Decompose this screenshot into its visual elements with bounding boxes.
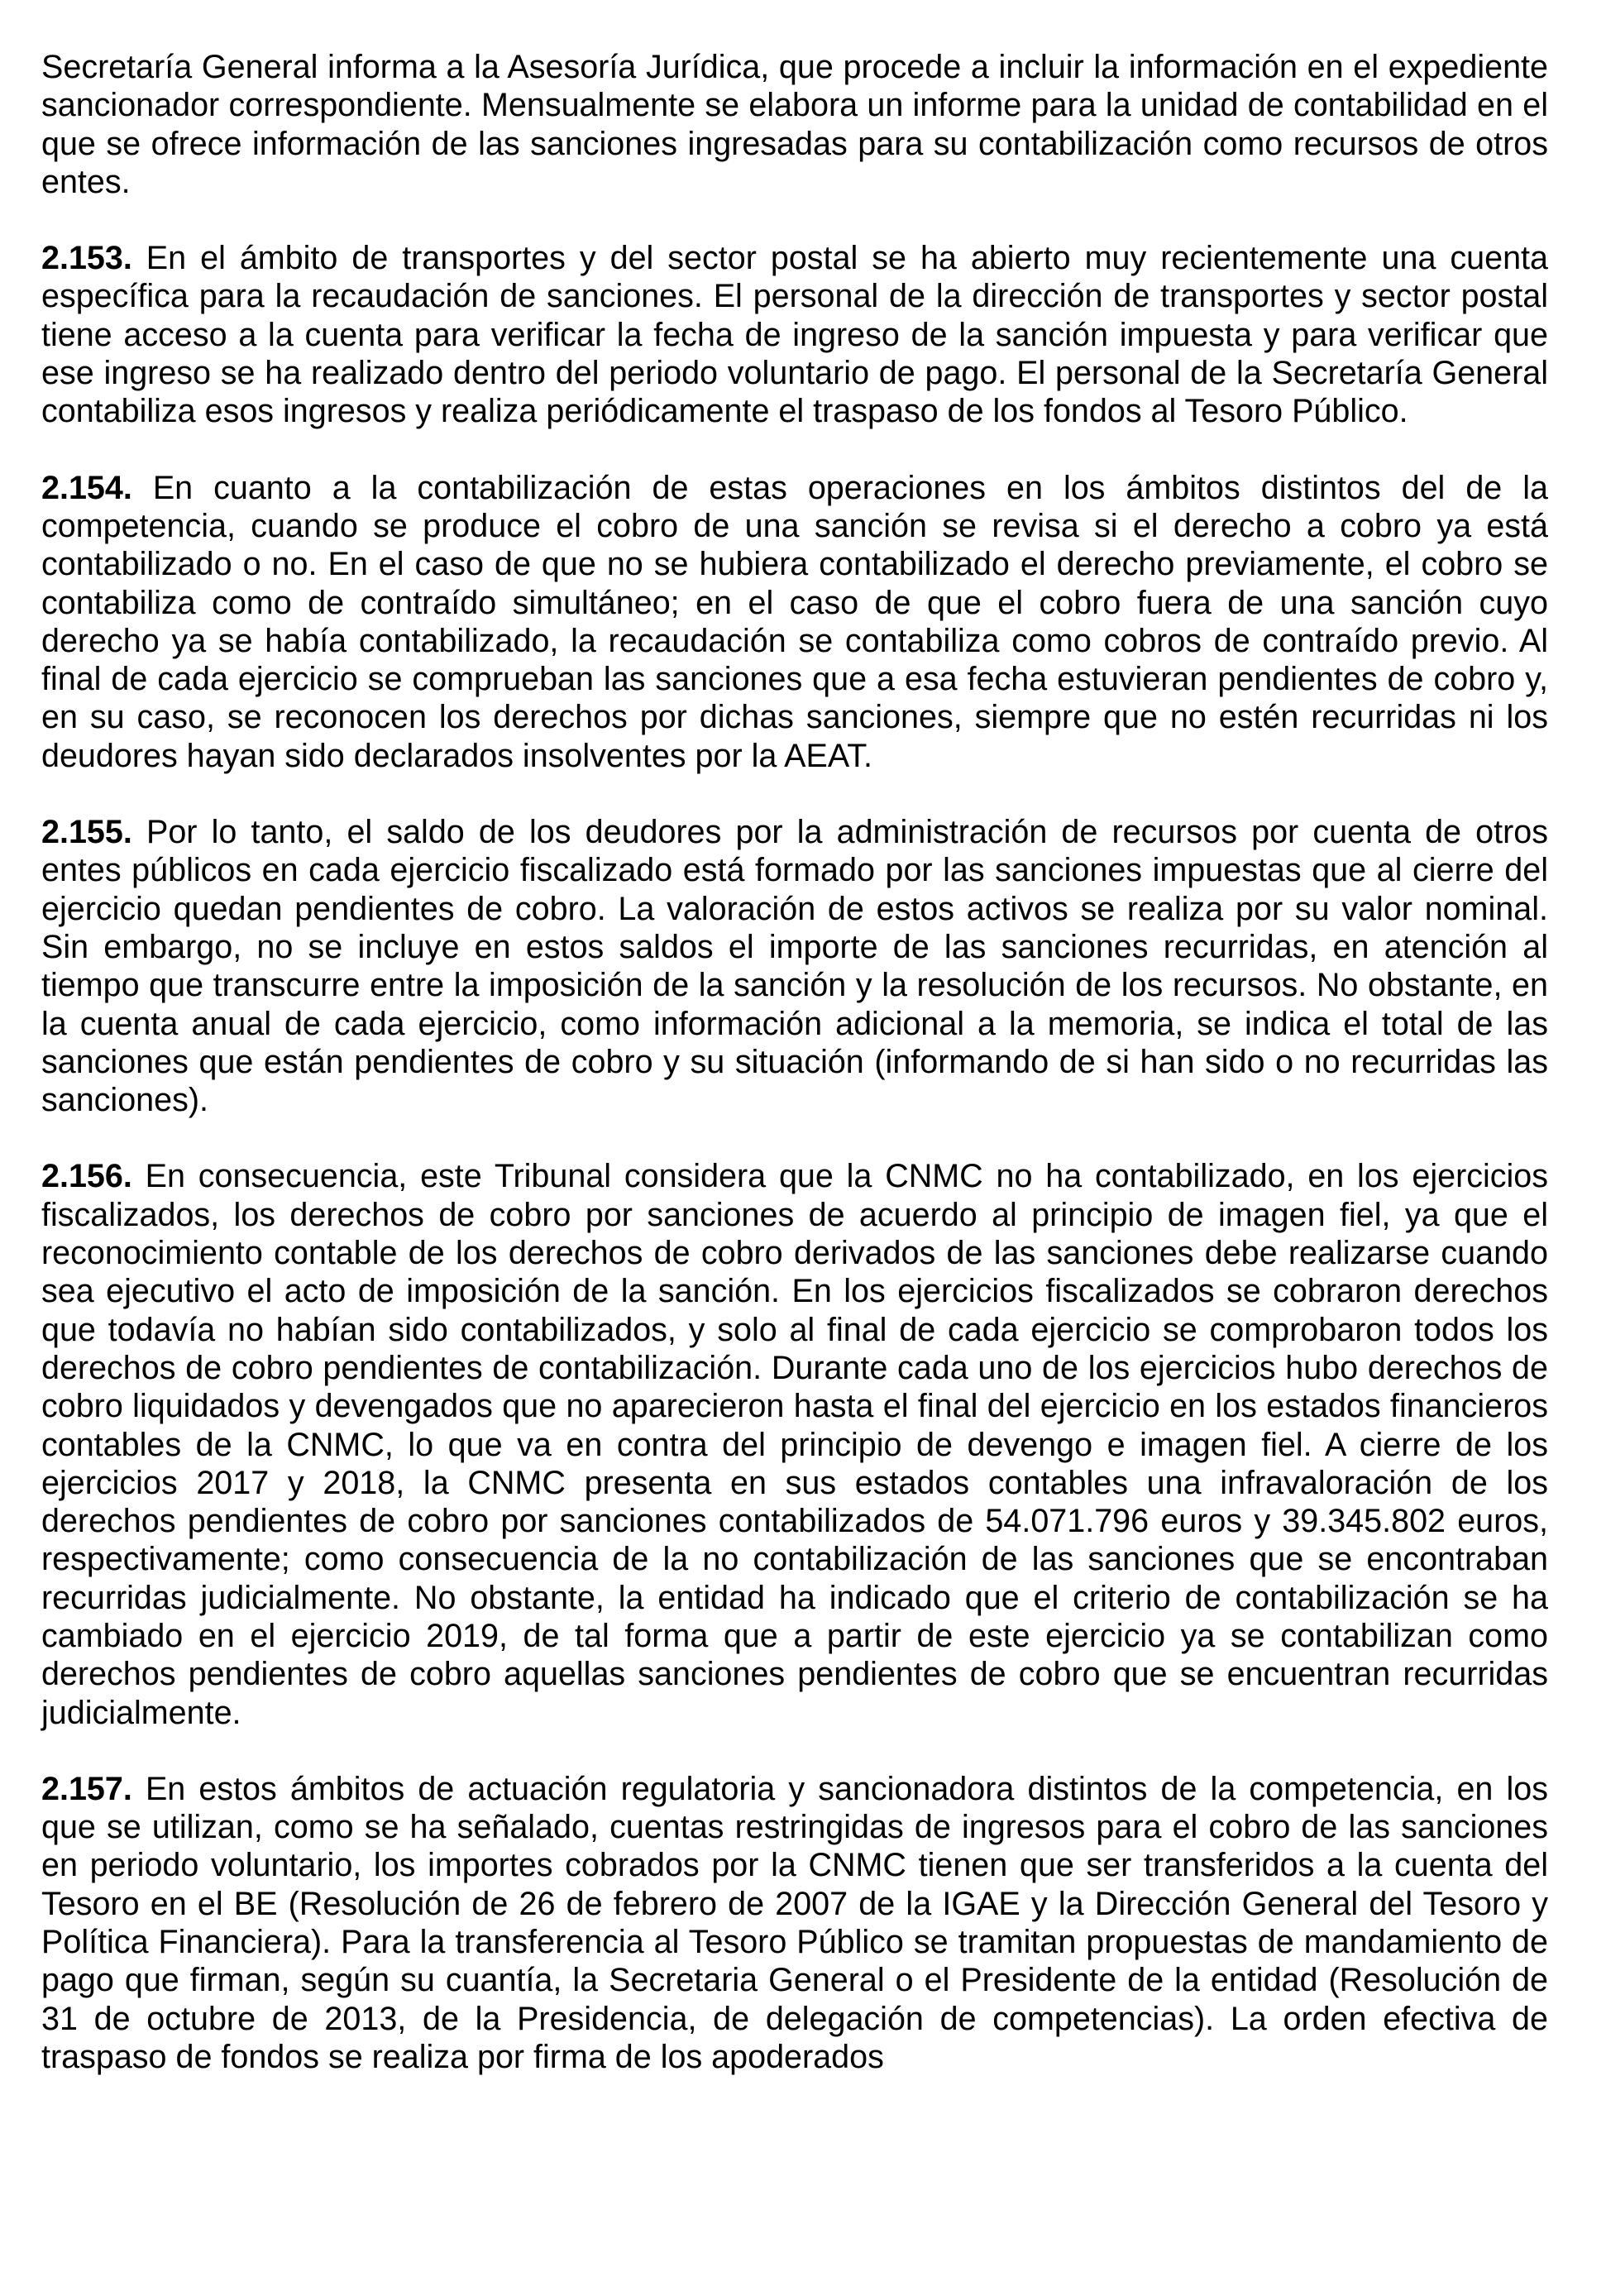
paragraph-2-153	[41, 239, 1548, 430]
paragraph-text: Secretaría General informa a la Asesoría Jurídica, que procede a incluir la información en el expediente sancionador correspondiente. Mensualmente se elabora un informe para la unidad de contabilidad en el que se ofrece información de las sanciones ingresadas para su contabilización como recursos de otros entes.	[41, 49, 1548, 200]
paragraph-2-156	[41, 1157, 1548, 1731]
paragraph-number: 2.153.	[41, 240, 132, 277]
paragraph-2-157	[41, 1770, 1548, 2076]
paragraph-2-154	[41, 469, 1548, 775]
paragraph-text: En estos ámbitos de actuación regulatoria y sancionadora distintos de la competencia, en los que se utilizan, como se ha señalado, cuentas restringidas de ingresos para el cobro de las sanciones en periodo voluntario, los importes cobrados por la CNMC tienen que ser transferidos a la cuenta del Tesoro en el BE (Resolución de 26 de febrero de 2007 de la IGAE y la Dirección General del Tesoro y Política Financiera). Para la transferencia al Tesoro Público se tramitan propuestas de mandamiento de pago que firman, según su cuantía, la Secretaria General o el Presidente de la entidad (Resolución de 31 de octubre de 2013, de la Presidencia, de delegación de competencias). La orden efectiva de traspaso de fondos se realiza por firma de los apoderados	[41, 1770, 1548, 2075]
paragraph-text: En cuanto a la contabilización de estas operaciones en los ámbitos distintos del de la competencia, cuando se produce el cobro de una sanción se revisa si el derecho a cobro ya está contabilizado o no. En el caso de que no se hubiera contabilizado el derecho previamente, el cobro se contabiliza como de contraído simultáneo; en el caso de que el cobro fuera de una sanción cuyo derecho ya se había contabilizado, la recaudación se contabiliza como cobros de contraído previo. Al final de cada ejercicio se comprueban las sanciones que a esa fecha estuvieran pendientes de cobro y, en su caso, se reconocen los derechos por dichas sanciones, siempre que no estén recurridas ni los deudores hayan sido declarados insolventes por la AEAT.	[41, 469, 1548, 774]
document-page	[41, 48, 1548, 2114]
paragraph-number: 2.154.	[41, 469, 132, 506]
paragraph-number: 2.155.	[41, 814, 132, 851]
paragraph-text: En el ámbito de transportes y del sector postal se ha abierto muy recientemente una cuenta específica para la recaudación de sanciones. El personal de la dirección de transportes y sector postal tiene acceso a la cuenta para verificar la fecha de ingreso de la sanción impuesta y para verificar que ese ingreso se ha realizado dentro del periodo voluntario de pago. El personal de la Secretaría General contabiliza esos ingresos y realiza periódicamente el traspaso de los fondos al Tesoro Público.	[41, 240, 1548, 430]
paragraph-continuation	[41, 48, 1548, 201]
paragraph-number: 2.157.	[41, 1770, 132, 1807]
paragraph-text: En consecuencia, este Tribunal considera que la CNMC no ha contabilizado, en los ejercicios fiscalizados, los derechos de cobro por sanciones de acuerdo al principio de imagen fiel, ya que el reconocimiento contable de los derechos de cobro derivados de las sanciones debe realizarse cuando sea ejecutivo el acto de imposición de la sanción. En los ejercicios fiscalizados se cobraron derechos que todavía no habían sido contabilizados, y solo al final de cada ejercicio se comprobaron todos los derechos de cobro pendientes de contabilización. Durante cada uno de los ejercicios hubo derechos de cobro liquidados y devengados que no aparecieron hasta el final del ejercicio en los estados financieros contables de la CNMC, lo que va en contra del principio de devengo e imagen fiel. A cierre de los ejercicios 2017 y 2018, la CNMC presenta en sus estados contables una infravaloración de los derechos pendientes de cobro por sanciones contabilizados de 54.071.796 euros y 39.345.802 euros, respectivamente; como consecuencia de la no contabilización de las sanciones que se encontraban recurridas judicialmente. No obstante, la entidad ha indicado que el criterio de contabilización se ha cambiado en el ejercicio 2019, de tal forma que a partir de este ejercicio ya se contabilizan como derechos pendientes de cobro aquellas sanciones pendientes de cobro que se encuentran recurridas judicialmente.	[41, 1158, 1548, 1731]
paragraph-number: 2.156.	[41, 1158, 132, 1195]
paragraph-2-155	[41, 813, 1548, 1119]
paragraph-text: Por lo tanto, el saldo de los deudores por la administración de recursos por cuenta de otros entes públicos en cada ejercicio fiscalizado está formado por las sanciones impuestas que al cierre del ejercicio quedan pendientes de cobro. La valoración de estos activos se realiza por su valor nominal. Sin embargo, no se incluye en estos saldos el importe de las sanciones recurridas, en atención al tiempo que transcurre entre la imposición de la sanción y la resolución de los recursos. No obstante, en la cuenta anual de cada ejercicio, como información adicional a la memoria, se indica el total de las sanciones que están pendientes de cobro y su situación (informando de si han sido o no recurridas las sanciones).	[41, 814, 1548, 1119]
